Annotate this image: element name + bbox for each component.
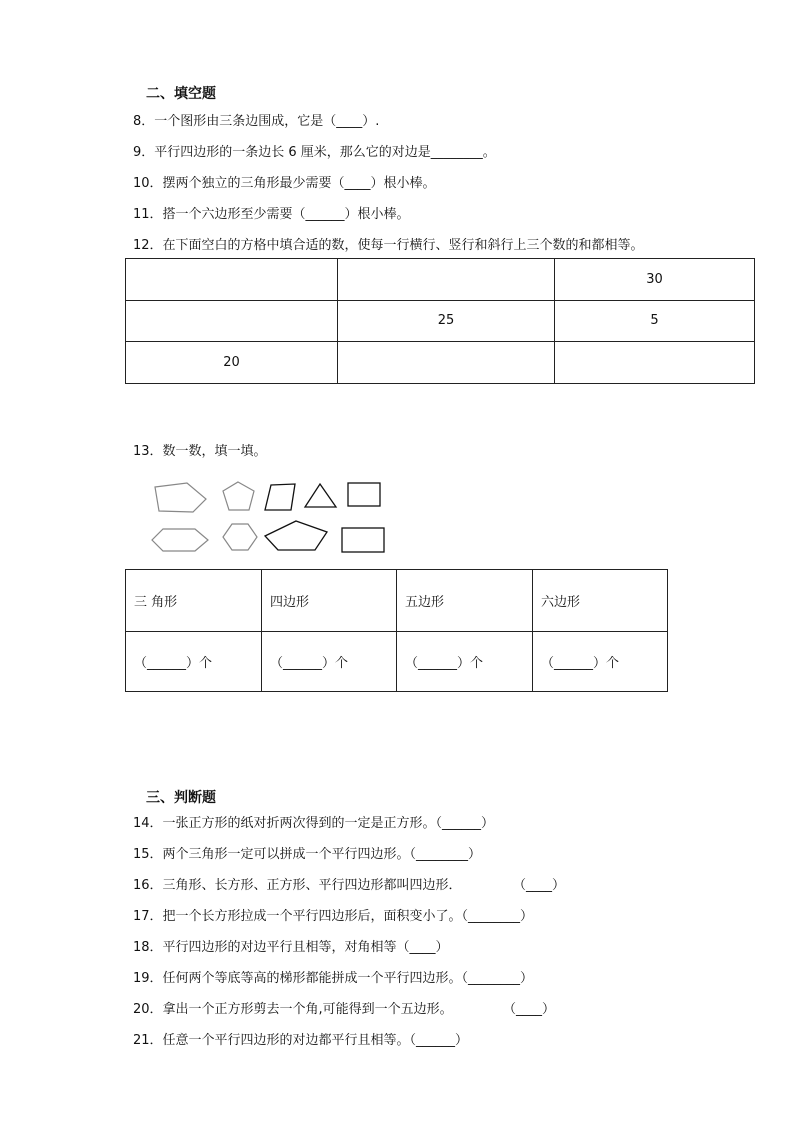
count-blank-triangle[interactable]: （______）个 [126,632,262,692]
grid-cell[interactable] [338,259,555,301]
rectangle-shape [342,528,384,552]
hexagon-shape [152,529,208,551]
count-header-quadrilateral: 四边形 [262,570,397,632]
grid-cell: 25 [338,300,555,342]
grid-cell[interactable] [126,259,338,301]
hexagon-shape [223,524,257,550]
question-20: 20．拿出一个正方形剪去一个角,可能得到一个五边形。 [133,1002,453,1017]
question-19: 19．任何两个等底等高的梯形都能拼成一个平行四边形。（________） [133,971,534,986]
question-21: 21．任意一个平行四边形的对边都平行且相等。（______） [133,1033,469,1048]
question-12: 12．在下面空白的方格中填合适的数，使每一行横行、竖行和斜行上三个数的和都相等。 [133,238,644,253]
question-10: 10．摆两个独立的三角形最少需要（____）根小棒。 [133,176,436,191]
question-8: 8．一个图形由三条边围成，它是（____）. [133,114,380,129]
question-16: 16．三角形、长方形、正方形、平行四边形都叫四边形． [133,878,462,893]
count-blank-quadrilateral[interactable]: （______）个 [262,632,397,692]
section-heading-fill-blank: 二、填空题 [146,86,216,102]
count-header-triangle: 三 角形 [126,570,262,632]
question-17: 17．把一个长方形拉成一个平行四边形后，面积变小了。（________） [133,909,534,924]
magic-square-table [125,258,755,384]
question-18: 18．平行四边形的对边平行且相等，对角相等（____） [133,940,449,955]
grid-cell[interactable] [126,300,338,342]
section-heading-true-false: 三、判断题 [146,790,216,806]
question-9: 9．平行四边形的一条边长 6 厘米，那么它的对边是________。 [133,145,496,160]
question-15: 15．两个三角形一定可以拼成一个平行四边形。（________） [133,847,482,862]
triangle-shape [305,484,336,507]
question-20-blank[interactable]: （____） [503,1002,556,1017]
grid-cell[interactable] [338,342,555,384]
rectangle-shape [348,483,380,506]
count-header-pentagon: 五边形 [397,570,533,632]
shapes-figure [145,475,395,560]
parallelogram-shape [265,484,295,510]
grid-cell: 5 [555,300,755,342]
count-blank-hexagon[interactable]: （______）个 [533,632,668,692]
pentagon-shape [223,482,254,510]
count-blank-pentagon[interactable]: （______）个 [397,632,533,692]
pentagon-shape [265,521,327,550]
question-16-blank[interactable]: （____） [513,878,566,893]
question-13: 13．数一数，填一填。 [133,444,267,459]
pentagon-shape [155,483,206,512]
grid-cell: 20 [126,342,338,384]
count-header-hexagon: 六边形 [533,570,668,632]
grid-cell: 30 [555,259,755,301]
grid-cell[interactable] [555,342,755,384]
question-14: 14．一张正方形的纸对折两次得到的一定是正方形。（______） [133,816,495,831]
shape-count-table [125,569,668,692]
question-11: 11．搭一个六边形至少需要（______）根小棒。 [133,207,410,222]
